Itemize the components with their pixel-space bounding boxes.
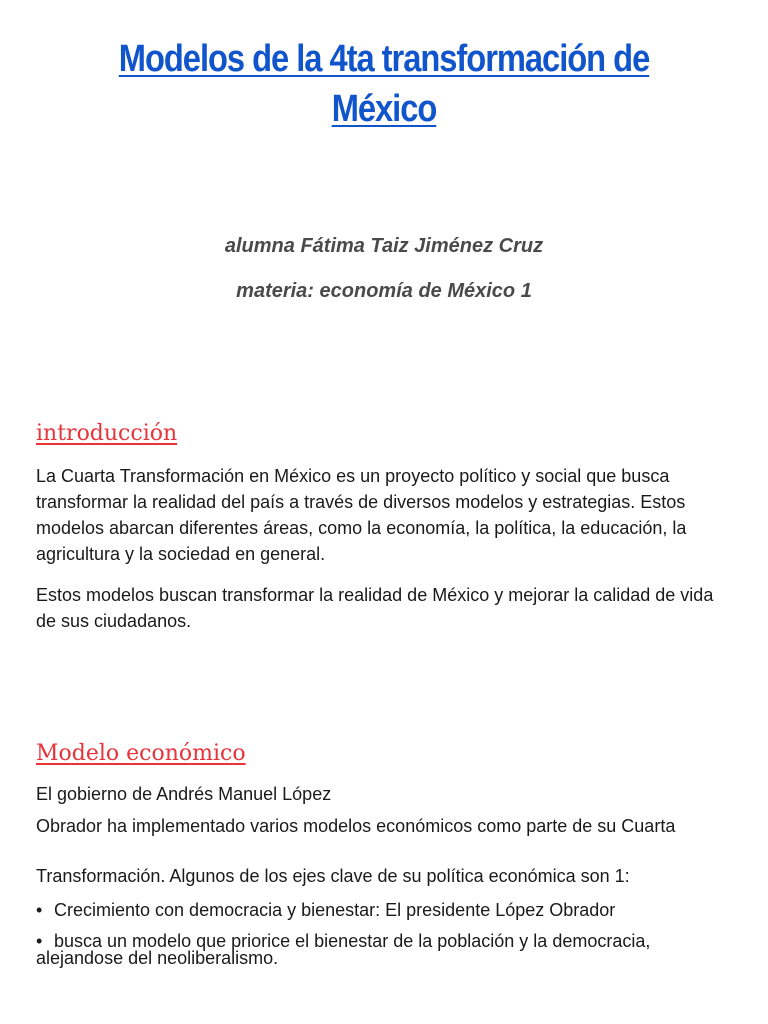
- document-title: Modelos de la 4ta transformación de México: [118, 38, 650, 130]
- introduction-heading: introducción: [36, 421, 178, 446]
- bullet-text: Crecimiento con democracia y bienestar: El presidente López Obrador: [54, 900, 616, 920]
- introduction-paragraph-2: Estos modelos buscan transformar la realidad de México y mejorar la calidad de vida de sus ciudadanos.: [36, 585, 714, 631]
- economic-model-heading: Modelo económico: [36, 741, 246, 766]
- economic-model-bullet-1: [36, 897, 736, 923]
- bullet-icon: •: [36, 900, 43, 920]
- economic-model-line-3: Transformación. Algunos de los ejes clave de su política económica son 1:: [36, 866, 630, 886]
- bullet-text: busca un modelo que priorice el bienestar de la población y la democracia, alejandose del neoliberalismo.: [36, 931, 651, 968]
- economic-model-line-1: El gobierno de Andrés Manuel López: [36, 784, 332, 804]
- economic-model-line-2: Obrador ha implementado varios modelos económicos como parte de su Cuarta: [36, 816, 676, 836]
- introduction-paragraph-1: La Cuarta Transformación en México es un proyecto político y social que busca transformar la realidad del país a través de diversos modelos y estrategias. Estos modelos abarcan diferentes áreas, como la economía, la política, la educación, la agricultura y la sociedad en general.: [36, 466, 687, 564]
- bullet-icon: •: [36, 931, 43, 951]
- student-name: alumna Fátima Taiz Jiménez Cruz: [224, 235, 544, 257]
- economic-model-bullet-2: [36, 933, 736, 967]
- subject-name: materia: economía de México 1: [236, 280, 532, 302]
